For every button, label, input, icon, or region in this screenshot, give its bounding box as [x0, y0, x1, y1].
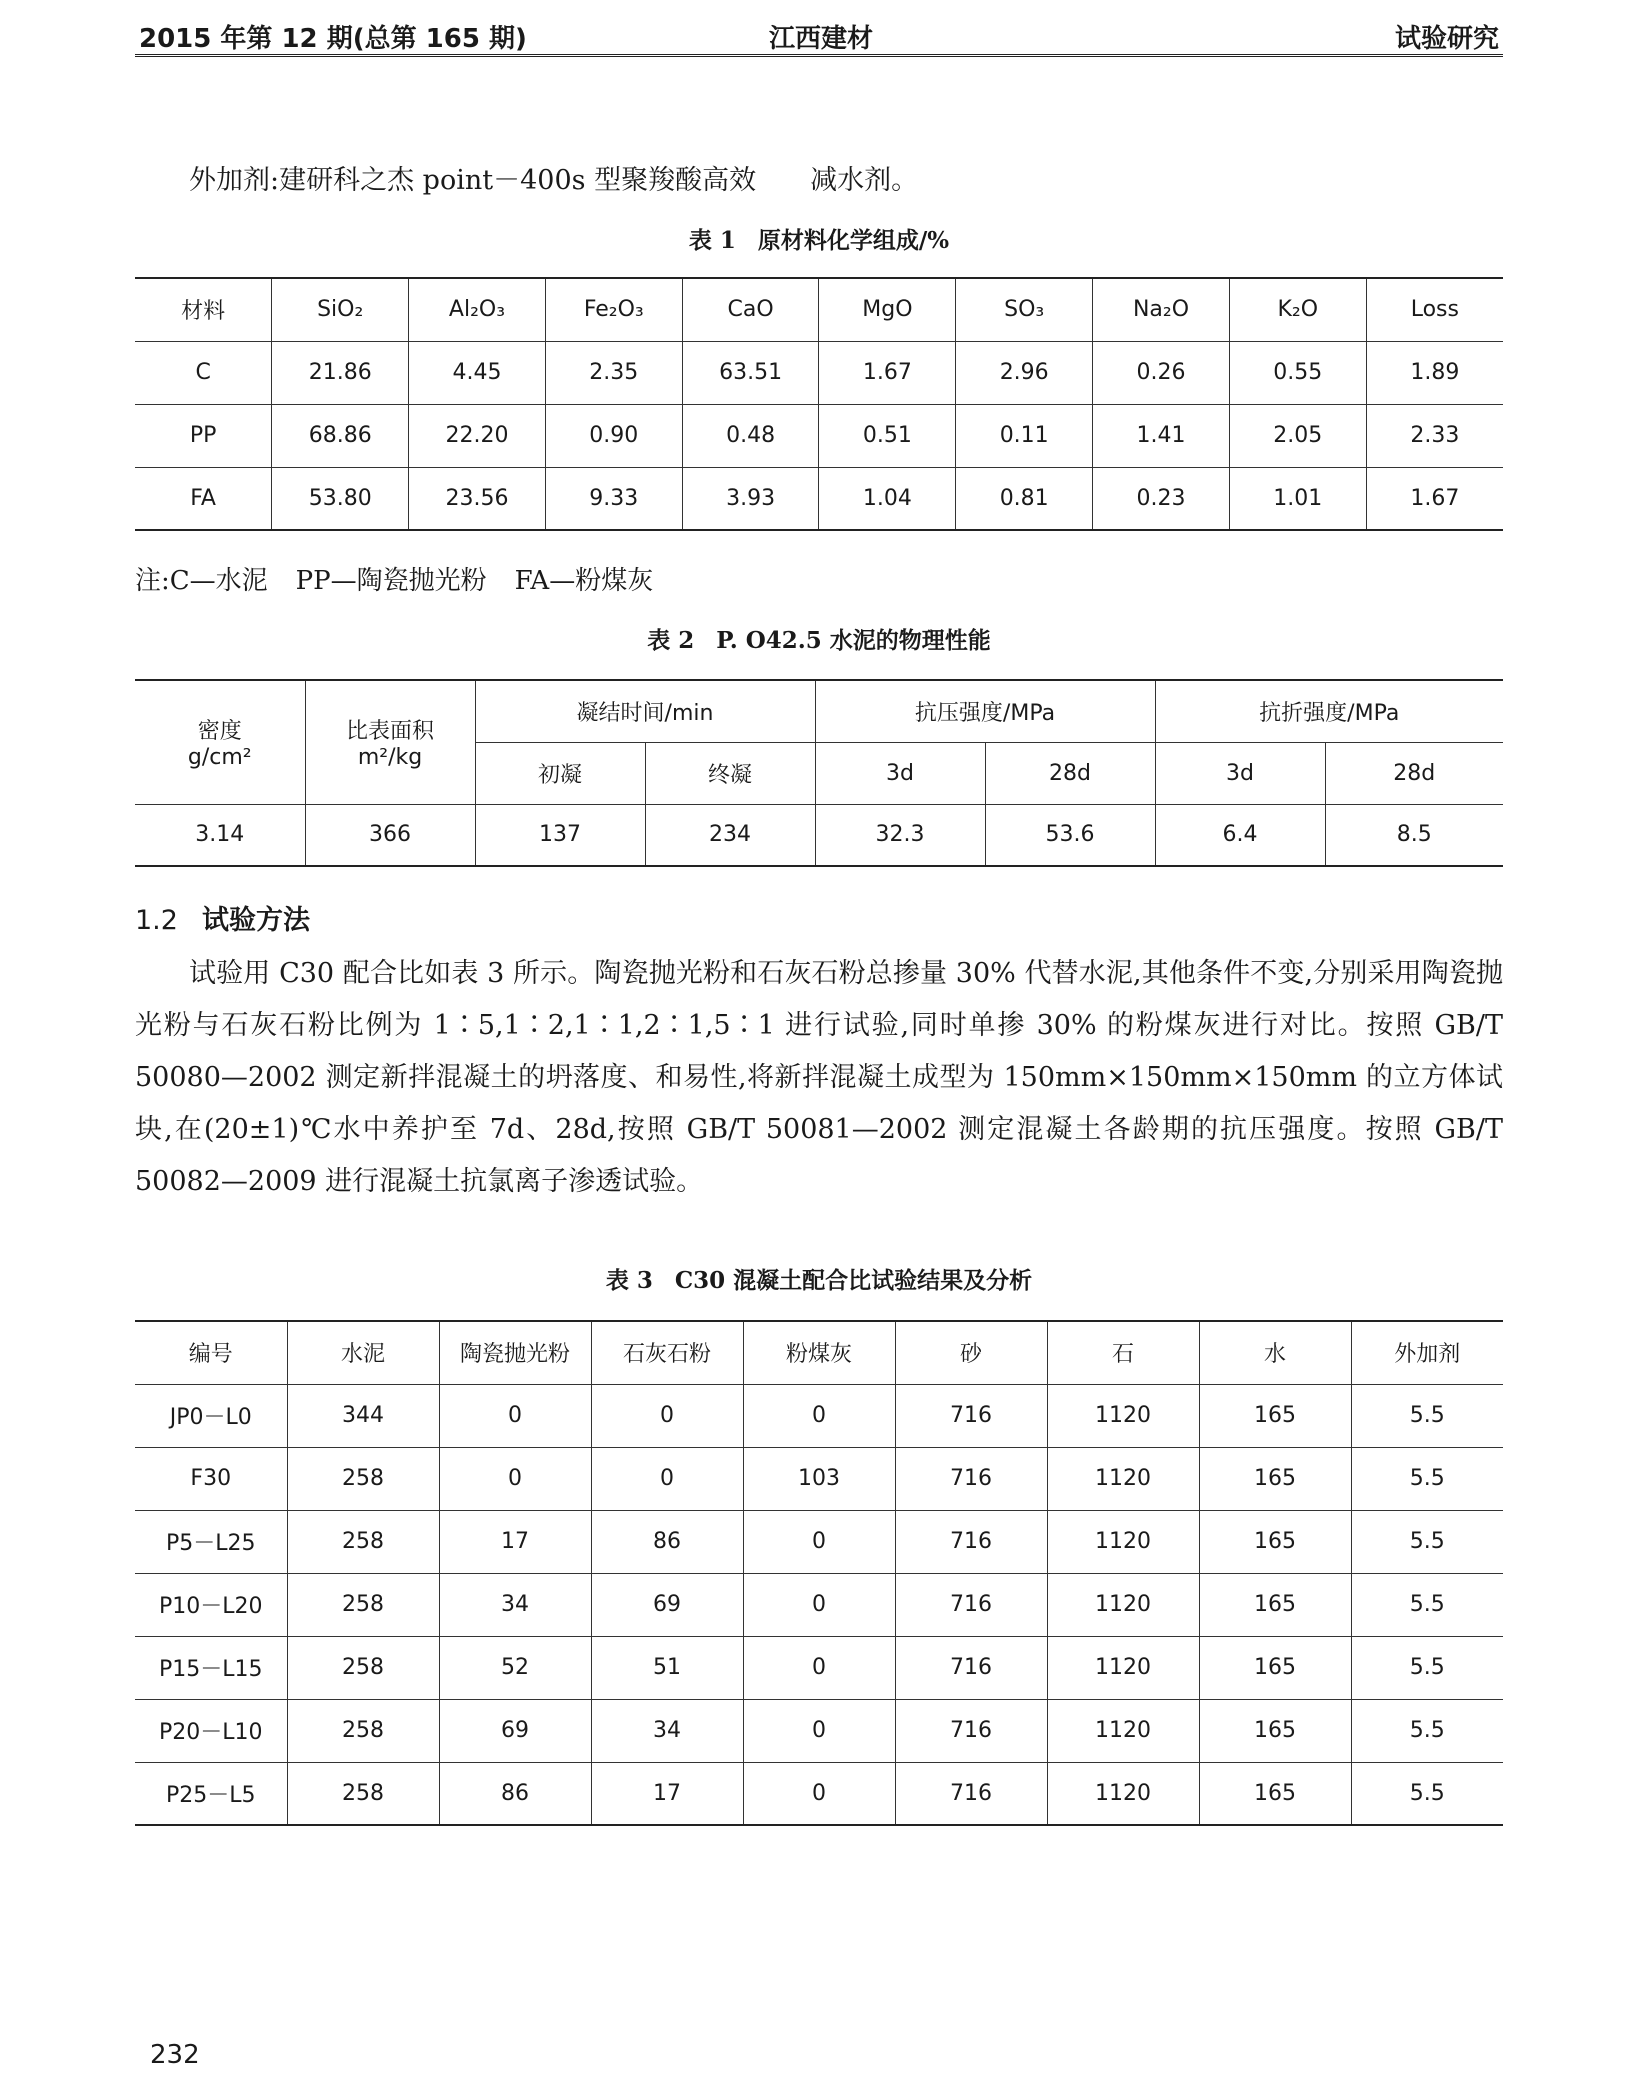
- table-cell: JP0－L0: [135, 1384, 287, 1447]
- table-row: [135, 1510, 1503, 1573]
- table2-caption: [135, 622, 1503, 655]
- table1-caption-text: 原材料化学组成/%: [757, 227, 950, 254]
- table-cell: 0.90: [545, 404, 682, 467]
- table-cell: 0: [439, 1384, 591, 1447]
- table-cell: 3.14: [135, 804, 305, 866]
- table-cell: 5.5: [1351, 1384, 1503, 1447]
- section-label: 试验研究: [1394, 24, 1499, 54]
- table-row: [135, 1447, 1503, 1510]
- table-cell: 53.80: [272, 467, 409, 530]
- section-heading: [135, 898, 310, 937]
- column-header: Fe₂O₃: [545, 278, 682, 341]
- table-cell: 0.11: [956, 404, 1093, 467]
- table-cell: 23.56: [409, 467, 546, 530]
- column-header: Al₂O₃: [409, 278, 546, 341]
- table2-caption-number: 表 2: [647, 627, 695, 654]
- column-header: 外加剂: [1351, 1321, 1503, 1384]
- table-cell: 716: [895, 1510, 1047, 1573]
- table-cell: P5－L25: [135, 1510, 287, 1573]
- density-header: 密度 g/cm²: [135, 680, 305, 804]
- method-paragraph: 试验用 C30 配合比如表 3 所示。陶瓷抛光粉和石灰石粉总掺量 30% 代替水泥,其他条件不变,分别采用陶瓷抛光粉与石灰石粉比例为 1∶5,1∶2,1∶1,2∶1,5∶1 进行试验,同时单掺 30% 的粉煤灰进行对比。按照 GB/T 50080—2002 测定新拌混凝土的坍落度、和易性,将新拌混凝土成型为 150mm×150mm×150mm 的立方体试块,在(20±1)℃水中养护至 7d、28d,按照 GB/T 50081—2002 测定混凝土各龄期的抗压强度。按照 GB/T 50082—2009 进行混凝土抗氯离子渗透试验。: [135, 958, 1503, 1197]
- table-cell: 0.51: [819, 404, 956, 467]
- column-header: CaO: [682, 278, 819, 341]
- table-row: [135, 1384, 1503, 1447]
- table-cell: 1120: [1047, 1762, 1199, 1825]
- table-cell: 716: [895, 1447, 1047, 1510]
- table1-chemical-composition: [135, 277, 1503, 531]
- table-cell: 1120: [1047, 1510, 1199, 1573]
- table-cell: 0: [591, 1384, 743, 1447]
- table-cell: 4.45: [409, 341, 546, 404]
- column-header: MgO: [819, 278, 956, 341]
- table-cell: 5.5: [1351, 1699, 1503, 1762]
- running-header: [135, 14, 1503, 57]
- table-cell: 6.4: [1155, 804, 1325, 866]
- table-cell: PP: [135, 404, 272, 467]
- note-cement: 注:C—水泥: [135, 566, 268, 596]
- table-cell: P10－L20: [135, 1573, 287, 1636]
- table-cell: 8.5: [1325, 804, 1503, 866]
- table2-cement-properties: [135, 679, 1503, 867]
- table-cell: 258: [287, 1636, 439, 1699]
- table-cell: 0: [591, 1447, 743, 1510]
- table-cell: 0: [743, 1384, 895, 1447]
- table-cell: 52: [439, 1636, 591, 1699]
- table-cell: 0.48: [682, 404, 819, 467]
- table-cell: 1.89: [1366, 341, 1503, 404]
- table-row: [135, 341, 1503, 404]
- table-cell: 0: [743, 1762, 895, 1825]
- table-cell: 0.81: [956, 467, 1093, 530]
- page-number: 232: [150, 2040, 200, 2070]
- table-cell: 53.6: [985, 804, 1155, 866]
- table3-mix-proportions: [135, 1320, 1503, 1826]
- table1-caption: [135, 222, 1503, 255]
- column-header: Na₂O: [1093, 278, 1230, 341]
- table-cell: 2.96: [956, 341, 1093, 404]
- column-header: 水泥: [287, 1321, 439, 1384]
- table-cell: 234: [645, 804, 815, 866]
- table-cell: 9.33: [545, 467, 682, 530]
- table-cell: 22.20: [409, 404, 546, 467]
- table-cell: 258: [287, 1762, 439, 1825]
- table-cell: 165: [1199, 1573, 1351, 1636]
- table-cell: C: [135, 341, 272, 404]
- table-cell: 165: [1199, 1384, 1351, 1447]
- table-cell: FA: [135, 467, 272, 530]
- table-cell: 165: [1199, 1636, 1351, 1699]
- table-cell: 63.51: [682, 341, 819, 404]
- table-cell: 0.26: [1093, 341, 1230, 404]
- table-cell: 2.33: [1366, 404, 1503, 467]
- column-header: 石: [1047, 1321, 1199, 1384]
- table-cell: 258: [287, 1510, 439, 1573]
- table-cell: 366: [305, 804, 475, 866]
- table-row: [135, 1573, 1503, 1636]
- column-header: 材料: [135, 278, 272, 341]
- table-cell: 1120: [1047, 1447, 1199, 1510]
- flexural-28d-header: 28d: [1325, 742, 1503, 804]
- compressive-strength-header: 抗压强度/MPa: [815, 680, 1155, 742]
- table-cell: 1.04: [819, 467, 956, 530]
- column-header: 水: [1199, 1321, 1351, 1384]
- table-cell: 1120: [1047, 1636, 1199, 1699]
- column-header: 粉煤灰: [743, 1321, 895, 1384]
- table-cell: 258: [287, 1573, 439, 1636]
- table-cell: 51: [591, 1636, 743, 1699]
- table-cell: 5.5: [1351, 1510, 1503, 1573]
- table-cell: 2.35: [545, 341, 682, 404]
- table1-note: [135, 560, 653, 597]
- table-cell: F30: [135, 1447, 287, 1510]
- final-setting-header: 终凝: [645, 742, 815, 804]
- table-cell: P20－L10: [135, 1699, 287, 1762]
- flexural-strength-header: 抗折强度/MPa: [1155, 680, 1503, 742]
- table-cell: 5.5: [1351, 1573, 1503, 1636]
- column-header: 陶瓷抛光粉: [439, 1321, 591, 1384]
- table-cell: 165: [1199, 1699, 1351, 1762]
- table-cell: 86: [591, 1510, 743, 1573]
- table-cell: 165: [1199, 1510, 1351, 1573]
- table-row: [135, 1636, 1503, 1699]
- table2-caption-text: P. O42.5 水泥的物理性能: [716, 627, 991, 654]
- table-cell: 1120: [1047, 1384, 1199, 1447]
- table-cell: 0.55: [1229, 341, 1366, 404]
- table-cell: 258: [287, 1699, 439, 1762]
- table-cell: 103: [743, 1447, 895, 1510]
- table-cell: 258: [287, 1447, 439, 1510]
- section-number: 1.2: [135, 905, 178, 936]
- table-cell: 0: [743, 1573, 895, 1636]
- table-cell: P25－L5: [135, 1762, 287, 1825]
- table-cell: 716: [895, 1636, 1047, 1699]
- section-title: 试验方法: [201, 905, 310, 936]
- table-cell: 1.01: [1229, 467, 1366, 530]
- table-cell: 716: [895, 1699, 1047, 1762]
- table-cell: 165: [1199, 1447, 1351, 1510]
- table-cell: 716: [895, 1384, 1047, 1447]
- table3-caption-text: C30 混凝土配合比试验结果及分析: [674, 1267, 1033, 1294]
- table1-caption-number: 表 1: [688, 227, 736, 254]
- table-cell: 21.86: [272, 341, 409, 404]
- column-header: SO₃: [956, 278, 1093, 341]
- column-header: K₂O: [1229, 278, 1366, 341]
- column-header: 砂: [895, 1321, 1047, 1384]
- table-row: [135, 467, 1503, 530]
- table-cell: 34: [439, 1573, 591, 1636]
- table3-caption: [135, 1262, 1503, 1295]
- table-cell: 86: [439, 1762, 591, 1825]
- note-fly-ash: FA—粉煤灰: [514, 566, 654, 596]
- compressive-3d-header: 3d: [815, 742, 985, 804]
- table-cell: 0.23: [1093, 467, 1230, 530]
- column-header: SiO₂: [272, 278, 409, 341]
- table-cell: 32.3: [815, 804, 985, 866]
- table-cell: 2.05: [1229, 404, 1366, 467]
- setting-time-header: 凝结时间/min: [475, 680, 815, 742]
- flexural-3d-header: 3d: [1155, 742, 1325, 804]
- table-cell: 0: [743, 1510, 895, 1573]
- table-cell: 3.93: [682, 467, 819, 530]
- table-cell: 1120: [1047, 1573, 1199, 1636]
- table-cell: 69: [439, 1699, 591, 1762]
- table-row: [135, 1699, 1503, 1762]
- table-cell: 137: [475, 804, 645, 866]
- journal-title: 江西建材: [769, 24, 874, 54]
- table-cell: 5.5: [1351, 1447, 1503, 1510]
- table-cell: 0: [439, 1447, 591, 1510]
- table-cell: 1.41: [1093, 404, 1230, 467]
- table3-caption-number: 表 3: [605, 1267, 653, 1294]
- note-polishing-powder: PP—陶瓷抛光粉: [295, 566, 487, 596]
- specific-surface-header: 比表面积 m²/kg: [305, 680, 475, 804]
- column-header: 石灰石粉: [591, 1321, 743, 1384]
- table-cell: 716: [895, 1573, 1047, 1636]
- table-cell: 68.86: [272, 404, 409, 467]
- column-header: Loss: [1366, 278, 1503, 341]
- table-cell: 716: [895, 1762, 1047, 1825]
- table-cell: 1.67: [819, 341, 956, 404]
- table-cell: 34: [591, 1699, 743, 1762]
- journal-issue: 2015 年第 12 期(总第 165 期): [139, 24, 527, 54]
- table-cell: 1120: [1047, 1699, 1199, 1762]
- table-cell: 5.5: [1351, 1636, 1503, 1699]
- table-cell: P15－L15: [135, 1636, 287, 1699]
- table-row: [135, 1762, 1503, 1825]
- table-cell: 17: [439, 1510, 591, 1573]
- compressive-28d-header: 28d: [985, 742, 1155, 804]
- table-header-row: [135, 1321, 1503, 1384]
- admixture-paragraph: 外加剂:建研科之杰 point－400s 型聚羧酸高效 减水剂。: [189, 165, 919, 196]
- column-header: 编号: [135, 1321, 287, 1384]
- initial-setting-header: 初凝: [475, 742, 645, 804]
- table-cell: 0: [743, 1636, 895, 1699]
- table-header-row: [135, 278, 1503, 341]
- table-row: [135, 404, 1503, 467]
- table-cell: 1.67: [1366, 467, 1503, 530]
- table-cell: 344: [287, 1384, 439, 1447]
- table-cell: 165: [1199, 1762, 1351, 1825]
- table-cell: 0: [743, 1699, 895, 1762]
- table-cell: 69: [591, 1573, 743, 1636]
- table-cell: 5.5: [1351, 1762, 1503, 1825]
- table-cell: 17: [591, 1762, 743, 1825]
